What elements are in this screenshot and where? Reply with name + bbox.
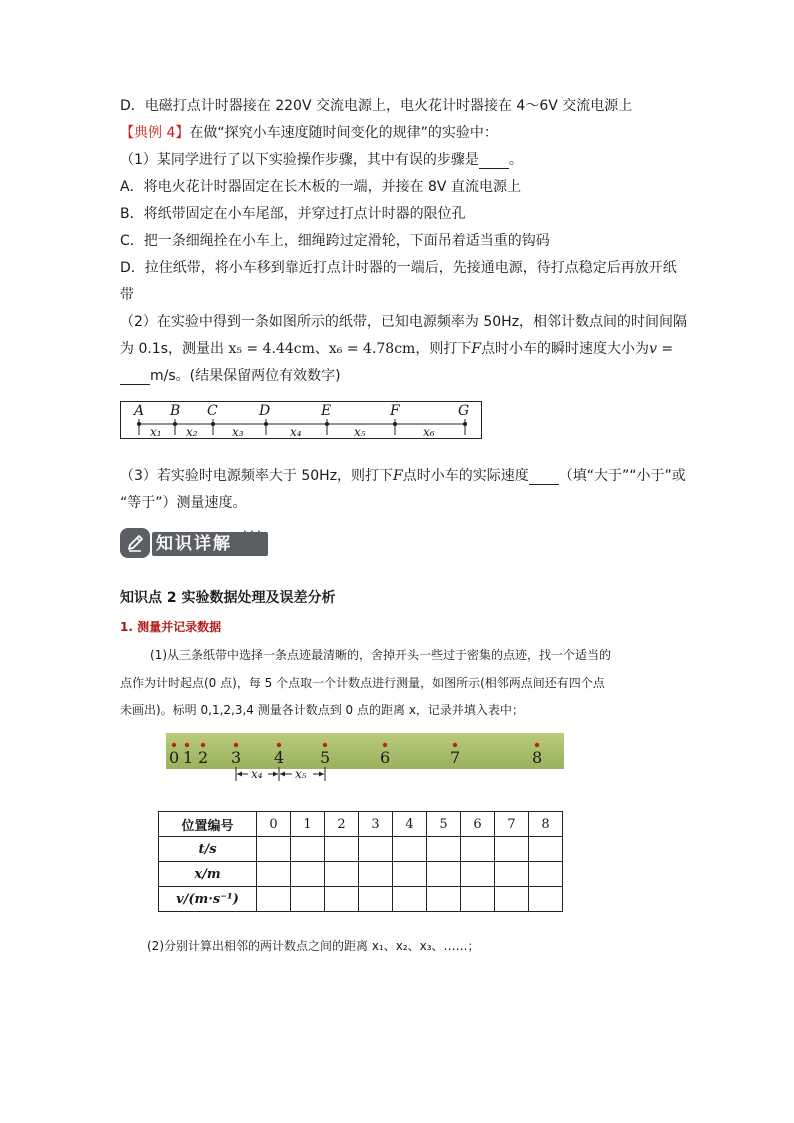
tape-dot (234, 743, 238, 747)
tape-number-label: 7 (450, 748, 461, 767)
table-cell[interactable] (461, 862, 495, 887)
tape-number-label: 4 (274, 748, 285, 767)
answer-blank-2[interactable] (120, 370, 150, 385)
tape-dot (277, 743, 281, 747)
tape-segment-label: x₂ (186, 425, 198, 439)
velocity-symbol: v (649, 341, 657, 357)
data-table (158, 811, 563, 912)
example-intro: 在做“探究小车速度随时间变化的规律”的实验中： (189, 125, 498, 141)
table-cell[interactable] (359, 837, 393, 862)
tape-number-label: 8 (532, 748, 543, 767)
table-cell[interactable] (393, 887, 427, 912)
table-row (159, 862, 563, 887)
table-cell[interactable] (257, 887, 291, 912)
table-cell[interactable] (359, 887, 393, 912)
para1-line1: (1)从三条纸带中选择一条点迹最清晰的，舍掉开头一些过于密集的点迹，找一个适当的 (150, 648, 612, 662)
tape-number-label: 6 (380, 748, 391, 767)
point-f-label: F (471, 341, 482, 357)
option-c: C．把一条细绳拴在小车上，细绳跨过定滑轮，下面吊着适当重的钩码 (120, 233, 550, 249)
part2-line2 (120, 340, 673, 358)
tape-diagram-svg (120, 401, 482, 439)
table-cell[interactable] (291, 837, 325, 862)
table-header-row (159, 812, 563, 837)
tape-dot (172, 743, 176, 747)
table-cell[interactable] (257, 862, 291, 887)
tape-dot (535, 743, 539, 747)
table-cell[interactable] (393, 862, 427, 887)
tape-number-label: 0 (169, 748, 180, 767)
part3-line1 (120, 467, 686, 485)
table-cell[interactable] (325, 862, 359, 887)
table-cell[interactable] (495, 887, 529, 912)
tape-point-label: B (170, 403, 181, 419)
table-row-label: t/s (159, 837, 257, 862)
part2-line3 (120, 367, 341, 385)
table-row-label: v/(m·s⁻¹) (159, 887, 257, 912)
para1-line3: 未画出)。标明 0,1,2,3,4 测量各计数点到 0 点的距离 x，记录并填入表中； (120, 703, 524, 717)
part3-a: （3）若实验时电源频率大于 50Hz，则打下 (120, 468, 394, 484)
banner-title: 知识详解 (156, 534, 232, 554)
arrow-head (273, 772, 278, 777)
x6-measure: x₆ = 4.78cm (328, 341, 416, 357)
tape-segment-label: x₅ (295, 767, 307, 781)
tape-point-label: D (259, 403, 271, 419)
table-cell[interactable] (257, 837, 291, 862)
part2-tail: 。(结果保留两位有效数字) (175, 368, 341, 384)
tape-segment-label: x₅ (354, 425, 366, 439)
tape-dot (185, 743, 189, 747)
para2: (2)分别计算出相邻的两计数点之间的距离 x₁、x₂、x₃、……； (147, 939, 480, 953)
part2-sep: 、 (314, 341, 329, 357)
tape-point-label: E (321, 403, 332, 419)
table-cell[interactable] (529, 887, 563, 912)
part1-text: （1）某同学进行了以下实验操作步骤，其中有误的步骤是 (120, 152, 479, 168)
part2-b: ，则打下 (415, 341, 472, 357)
tape-dot (201, 743, 205, 747)
table-column-header: 4 (393, 812, 427, 837)
sub-heading: 1. 测量并记录数据 (120, 620, 222, 634)
table-column-header: 6 (461, 812, 495, 837)
option-d: D．拉住纸带，将小车移到靠近打点计时器的一端后，先接通电源，待打点稳定后再放开纸 (120, 260, 677, 276)
part2-c: 点时小车的瞬时速度大小为 (481, 341, 650, 357)
pencil-icon (120, 528, 150, 558)
tape-segment-label: x₆ (423, 425, 435, 439)
table-cell[interactable] (325, 837, 359, 862)
table-cell[interactable] (427, 837, 461, 862)
tape-point-label: A (134, 403, 145, 419)
table-column-header: 0 (257, 812, 291, 837)
table-cell[interactable] (291, 862, 325, 887)
photo-paper-tape (166, 733, 564, 781)
tape-number-label: 3 (231, 748, 242, 767)
table-column-header: 1 (291, 812, 325, 837)
table-cell[interactable] (529, 837, 563, 862)
table-column-header: 5 (427, 812, 461, 837)
tape-dot (453, 743, 457, 747)
table-cell[interactable] (359, 862, 393, 887)
arrows-icon (244, 523, 266, 542)
section-heading: 知识点 2 实验数据处理及误差分析 (120, 590, 336, 606)
tape-segment-label: x₁ (150, 425, 162, 439)
part2-a: 为 0.1s，测量出 (120, 341, 225, 357)
part1-line (120, 151, 523, 169)
table-cell[interactable] (461, 837, 495, 862)
part3-b: 点时小车的实际速度 (402, 468, 529, 484)
tape-number-label: 2 (198, 748, 209, 767)
example-heading (120, 124, 498, 142)
option-d-cont: 带 (120, 287, 134, 303)
answer-blank-1[interactable] (479, 154, 509, 169)
tape-number-label: 1 (183, 748, 194, 767)
arrow-head (280, 772, 285, 777)
table-row (159, 887, 563, 912)
table-cell[interactable] (461, 887, 495, 912)
table-cell[interactable] (291, 887, 325, 912)
table-header-label: 位置编号 (159, 812, 257, 837)
table-column-header: 8 (529, 812, 563, 837)
point-f-label-2: F (393, 468, 403, 484)
tape-point-label: F (390, 403, 400, 419)
option-b: B．将纸带固定在小车尾部，并穿过打点计时器的限位孔 (120, 206, 466, 222)
part3-line2: “等于”）测量速度。 (120, 495, 247, 511)
option-d-previous: D．电磁打点计时器接在 220V 交流电源上，电火花计时器接在 4～6V 交流电源上 (120, 98, 633, 114)
table-cell[interactable] (427, 862, 461, 887)
tape-segment-label: x₃ (232, 425, 244, 439)
paper-tape-diagram (120, 401, 482, 439)
example-label: 【典例 4】 (120, 125, 190, 141)
x5-measure: x₅ = 4.44cm (228, 341, 315, 357)
table-cell[interactable] (393, 837, 427, 862)
tape-point-label: C (207, 403, 218, 419)
part3-c: （填“大于”“小于”或 (558, 468, 686, 484)
part2-unit: m/s (150, 368, 176, 384)
tape-dot (323, 743, 327, 747)
table-cell[interactable] (495, 862, 529, 887)
table-column-header: 2 (325, 812, 359, 837)
table-column-header: 3 (359, 812, 393, 837)
part1-end: 。 (508, 152, 523, 168)
answer-blank-3[interactable] (529, 470, 559, 485)
option-a: A．将电火花计时器固定在长木板的一端，并接在 8V 直流电源上 (120, 179, 521, 195)
table-cell[interactable] (427, 887, 461, 912)
table-column-header: 7 (495, 812, 529, 837)
tape-point-label: G (458, 403, 470, 419)
tape-number-label: 5 (320, 748, 331, 767)
para1-line2: 点作为计时起点(0 点)，每 5 个点取一个计数点进行测量，如图所示(相邻两点间还有四个点 (120, 676, 605, 690)
table-cell[interactable] (325, 887, 359, 912)
tape-segment-label: x₄ (251, 767, 263, 781)
tape-segment-label: x₄ (290, 425, 302, 439)
arrow-head (237, 772, 242, 777)
tape-dot (383, 743, 387, 747)
part2-line1: （2）在实验中得到一条如图所示的纸带，已知电源频率为 50Hz，相邻计数点间的时间间隔 (120, 314, 688, 330)
table-cell[interactable] (495, 837, 529, 862)
arrow-head (319, 772, 324, 777)
part2-eq: = (656, 341, 674, 357)
table-row (159, 837, 563, 862)
table-cell[interactable] (529, 862, 563, 887)
table-row-label: x/m (159, 862, 257, 887)
photo-tape-svg (166, 733, 564, 783)
